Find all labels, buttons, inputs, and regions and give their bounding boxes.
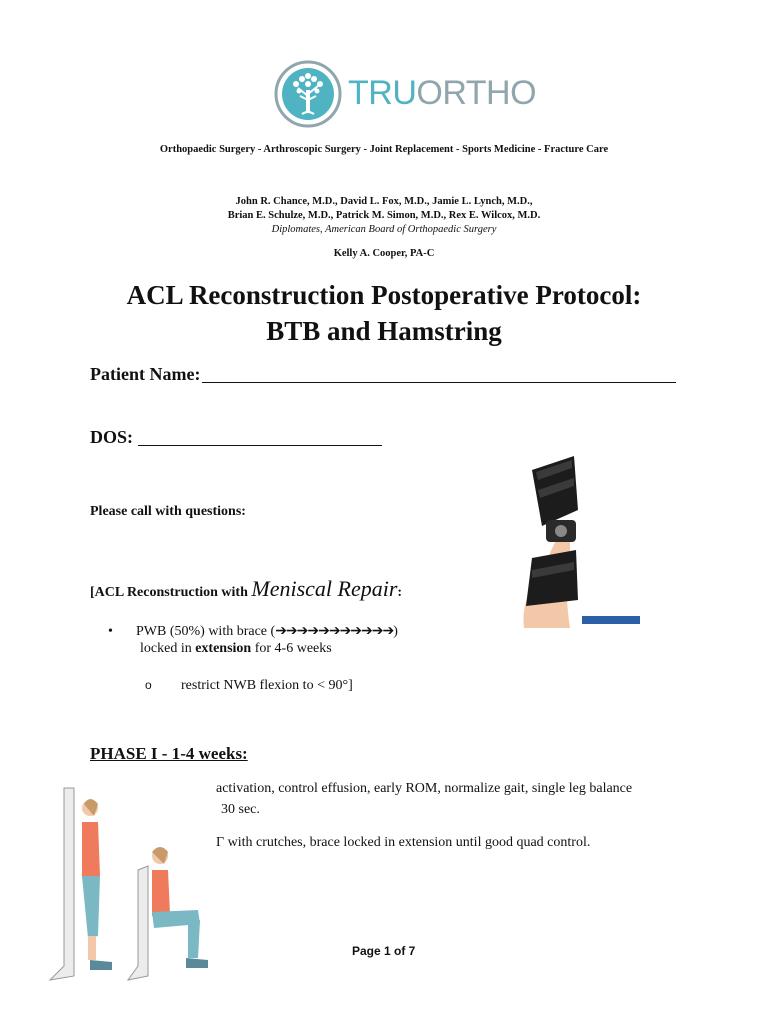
acl-heading-prefix: [ACL Reconstruction with [90, 585, 252, 600]
title-line-1: ACL Reconstruction Postoperative Protocol: [126, 280, 642, 310]
patient-name-label: Patient Name: [90, 364, 201, 384]
logo-wordmark-tru: TRU [348, 74, 417, 112]
acl-heading-suffix: : [397, 585, 403, 600]
truortho-logo [274, 60, 537, 132]
logo-wordmark [348, 74, 536, 113]
knee-brace-image [512, 450, 642, 635]
wall-exercise-illustration [48, 786, 216, 982]
nwb-restriction-text: restrict NWB flexion to < 90°] [181, 678, 353, 693]
locked-in-text: locked in [140, 641, 196, 656]
dos-label: DOS: [90, 427, 134, 447]
sub-bullet-symbol: o [145, 678, 152, 692]
doctors-block [0, 195, 768, 237]
phase-1-goals-line-1: activation, control effusion, early ROM, normalize gait, single leg balance [216, 781, 633, 796]
title-line-2: BTB and Hamstring [266, 316, 502, 346]
logo-wordmark-ortho: ORTHO [416, 74, 537, 112]
document-title [0, 277, 768, 349]
dos-line[interactable] [138, 445, 382, 446]
doctors-line-1: John R. Chance, M.D., David L. Fox, M.D., Jamie L. Lynch, M.D., [235, 196, 533, 207]
specialties-line: Orthopaedic Surgery - Arthroscopic Surgery - Joint Replacement - Sports Medicine - Fracture Care [159, 144, 609, 155]
patient-name-line[interactable] [202, 382, 676, 383]
diplomates-line: Diplomates, American Board of Orthopaedic Surgery [271, 224, 497, 235]
acl-meniscal-heading [90, 576, 402, 602]
call-instruction: Please call with questions: [90, 504, 246, 519]
meniscal-repair-text: Meniscal Repair [251, 576, 398, 601]
duration-text: for 4-6 weeks [251, 641, 332, 656]
pa-line: Kelly A. Cooper, PA-C [333, 248, 435, 259]
phase-1-heading: PHASE I - 1-4 weeks: [90, 744, 248, 763]
phase-1-goals-line-1b: 30 sec. [221, 802, 260, 817]
pwb-text: PWB (50%) with brace ( [136, 624, 276, 639]
pwb-close-paren: ) [393, 624, 398, 639]
arrows-icon: ➔➔➔➔➔➔➔➔➔➔➔ [275, 624, 394, 639]
extension-text: extension [195, 641, 252, 656]
phase-1-goals-line-2: Γ with crutches, brace locked in extension until good quad control. [216, 835, 591, 850]
pwb-bullet-line-2 [140, 641, 332, 657]
bullet-symbol: • [108, 624, 113, 639]
tree-logo-icon [274, 60, 342, 128]
pwb-bullet-line-1 [136, 622, 398, 642]
nwb-sub-bullet [145, 678, 353, 694]
doctors-line-2: Brian E. Schulze, M.D., Patrick M. Simon, M.D., Rex E. Wilcox, M.D. [227, 210, 541, 221]
page-number: Page 1 of 7 [352, 944, 416, 958]
